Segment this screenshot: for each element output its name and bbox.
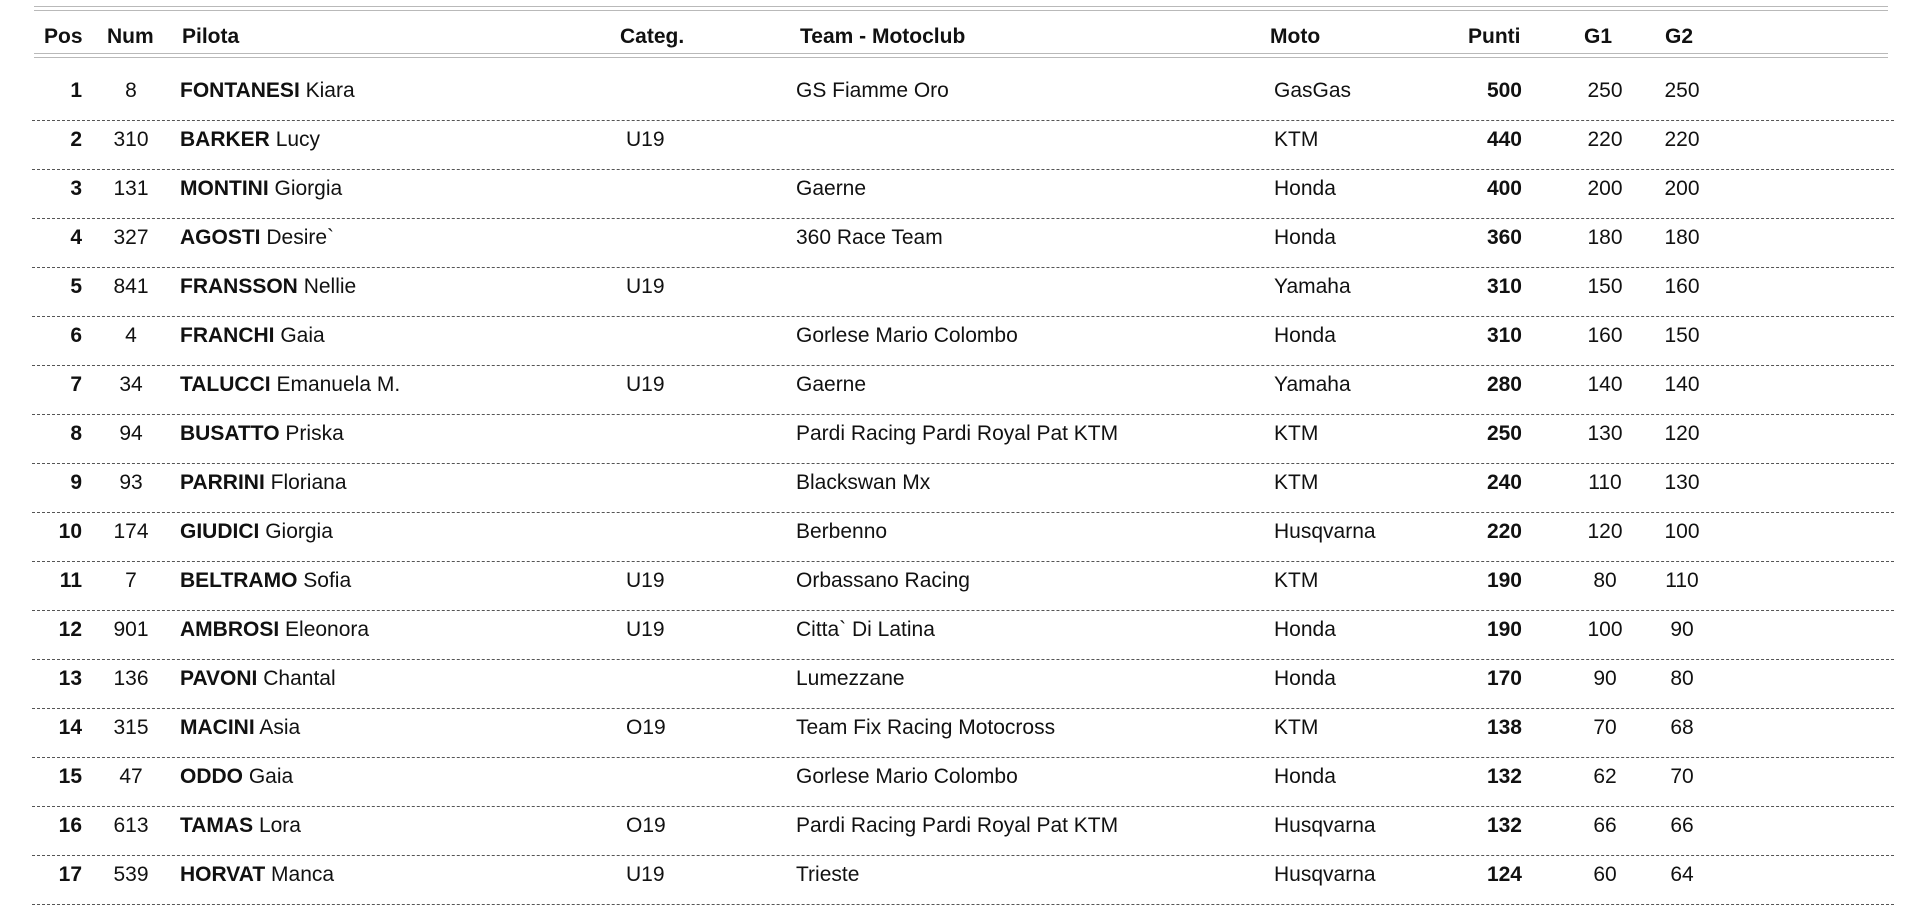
table-row <box>0 72 1920 121</box>
row-g1: 150 <box>1587 275 1623 298</box>
row-team: Berbenno <box>796 520 888 543</box>
row-pilota <box>180 813 301 839</box>
table-row <box>0 317 1920 366</box>
row-num: 131 <box>113 177 149 200</box>
table-row <box>0 709 1920 758</box>
table-row <box>0 513 1920 562</box>
top-divider <box>34 6 1888 7</box>
row-pilota <box>180 470 347 496</box>
rider-firstname: Eleonora <box>285 618 370 641</box>
row-num: 8 <box>125 79 137 102</box>
row-punti: 250 <box>1486 422 1522 445</box>
row-g1: 220 <box>1587 128 1623 151</box>
row-g2: 120 <box>1664 422 1700 445</box>
row-punti: 132 <box>1486 765 1522 788</box>
rider-surname: MACINI <box>180 716 255 739</box>
row-team: Gaerne <box>796 373 867 396</box>
row-pilota <box>180 176 342 202</box>
table-row <box>0 856 1920 905</box>
row-moto: Husqvarna <box>1274 863 1376 886</box>
row-team: Team Fix Racing Motocross <box>796 716 1056 739</box>
rider-surname: GIUDICI <box>180 520 260 543</box>
rider-firstname: Giorgia <box>274 177 343 200</box>
rider-surname: AGOSTI <box>180 226 261 249</box>
row-g2: 180 <box>1664 226 1700 249</box>
row-g2: 90 <box>1670 618 1694 641</box>
row-punti: 220 <box>1486 520 1522 543</box>
header-g1: G1 <box>1584 25 1613 48</box>
header-categ: Categ. <box>620 25 685 48</box>
row-categ: U19 <box>626 275 665 298</box>
row-g1: 62 <box>1593 765 1617 788</box>
row-team: Trieste <box>796 863 860 886</box>
row-pos: 14 <box>58 716 82 739</box>
row-moto: Honda <box>1274 618 1336 641</box>
row-g2: 66 <box>1670 814 1694 837</box>
header-pos: Pos <box>44 25 83 48</box>
row-team: Orbassano Racing <box>796 569 970 592</box>
row-pos: 11 <box>59 569 82 592</box>
row-team: 360 Race Team <box>796 226 943 249</box>
row-pos: 3 <box>70 177 82 200</box>
row-g1: 100 <box>1587 618 1623 641</box>
row-num: 315 <box>113 716 149 739</box>
row-pilota <box>180 519 333 545</box>
rider-surname: FRANCHI <box>180 324 275 347</box>
row-categ: O19 <box>626 716 666 739</box>
table-row <box>0 464 1920 513</box>
table-row <box>0 121 1920 170</box>
table-row <box>0 268 1920 317</box>
row-g1: 180 <box>1587 226 1623 249</box>
rider-firstname: Gaia <box>280 324 325 347</box>
row-team: Pardi Racing Pardi Royal Pat KTM <box>796 814 1119 837</box>
row-g1: 160 <box>1587 324 1623 347</box>
row-punti: 360 <box>1486 226 1522 249</box>
row-pilota <box>180 323 325 349</box>
table-row <box>0 366 1920 415</box>
row-num: 901 <box>113 618 149 641</box>
row-pilota <box>180 421 344 447</box>
row-pilota <box>180 274 356 300</box>
rider-firstname: Lucy <box>275 128 321 151</box>
rider-surname: AMBROSI <box>180 618 280 641</box>
row-num: 47 <box>119 765 143 788</box>
row-team: GS Fiamme Oro <box>796 79 949 102</box>
rider-surname: PARRINI <box>180 471 265 494</box>
rider-firstname: Desire` <box>266 226 335 249</box>
table-row <box>0 807 1920 856</box>
header-moto: Moto <box>1270 25 1321 48</box>
header-divider <box>34 53 1888 54</box>
row-pilota <box>180 225 334 251</box>
row-pos: 1 <box>70 79 82 102</box>
row-g2: 80 <box>1670 667 1694 690</box>
row-team: Citta` Di Latina <box>796 618 935 641</box>
row-moto: KTM <box>1274 716 1319 739</box>
row-moto: Yamaha <box>1274 373 1351 396</box>
row-g2: 200 <box>1664 177 1700 200</box>
row-punti: 310 <box>1486 275 1522 298</box>
row-team: Gorlese Mario Colombo <box>796 324 1018 347</box>
rider-firstname: Kiara <box>305 79 355 102</box>
rider-firstname: Priska <box>285 422 344 445</box>
rider-firstname: Manca <box>271 863 335 886</box>
rider-surname: HORVAT <box>180 863 266 886</box>
rider-surname: ODDO <box>180 765 243 788</box>
table-row <box>0 562 1920 611</box>
row-team: Gorlese Mario Colombo <box>796 765 1018 788</box>
row-g2: 70 <box>1670 765 1694 788</box>
table-header <box>0 22 1920 52</box>
rider-firstname: Nellie <box>303 275 357 298</box>
row-moto: KTM <box>1274 128 1319 151</box>
row-g1: 70 <box>1593 716 1617 739</box>
row-moto: Honda <box>1274 177 1336 200</box>
row-punti: 240 <box>1486 471 1522 494</box>
table-row <box>0 170 1920 219</box>
row-categ: U19 <box>626 373 665 396</box>
row-num: 4 <box>125 324 137 347</box>
row-pilota <box>180 666 336 692</box>
row-g1: 66 <box>1593 814 1617 837</box>
header-punti: Punti <box>1468 25 1521 48</box>
row-pos: 17 <box>58 863 82 886</box>
table-row <box>0 758 1920 807</box>
row-g2: 68 <box>1670 716 1694 739</box>
header-num: Num <box>107 25 154 48</box>
row-g2: 130 <box>1664 471 1700 494</box>
rider-surname: TALUCCI <box>180 373 271 396</box>
row-g2: 220 <box>1664 128 1700 151</box>
row-g1: 200 <box>1587 177 1623 200</box>
row-g1: 140 <box>1587 373 1623 396</box>
row-punti: 440 <box>1486 128 1522 151</box>
header-pilota: Pilota <box>182 25 240 48</box>
row-punti: 190 <box>1486 569 1522 592</box>
rider-firstname: Gaia <box>248 765 294 788</box>
row-pos: 4 <box>70 226 82 249</box>
row-g1: 130 <box>1587 422 1623 445</box>
row-punti: 124 <box>1486 863 1522 886</box>
rider-surname: FONTANESI <box>180 79 300 102</box>
row-pos: 7 <box>70 373 82 396</box>
row-team: Blackswan Mx <box>796 471 931 494</box>
row-punti: 310 <box>1486 324 1522 347</box>
rider-surname: MONTINI <box>180 177 269 200</box>
row-categ: U19 <box>626 618 665 641</box>
row-categ: O19 <box>626 814 666 837</box>
row-num: 34 <box>119 373 143 396</box>
rider-surname: BELTRAMO <box>180 569 298 592</box>
row-g1: 110 <box>1588 471 1622 494</box>
rider-firstname: Asia <box>259 716 301 739</box>
row-pilota <box>180 764 293 790</box>
row-num: 94 <box>119 422 143 445</box>
row-moto: KTM <box>1274 569 1319 592</box>
table-row <box>0 415 1920 464</box>
top-divider-secondary <box>34 10 1888 11</box>
row-pos: 9 <box>70 471 82 494</box>
row-categ: U19 <box>626 863 665 886</box>
row-pos: 16 <box>58 814 82 837</box>
row-moto: KTM <box>1274 471 1319 494</box>
row-num: 93 <box>119 471 143 494</box>
row-g2: 100 <box>1664 520 1700 543</box>
row-num: 7 <box>125 569 137 592</box>
row-g2: 64 <box>1670 863 1694 886</box>
rider-firstname: Lora <box>258 814 301 837</box>
rider-surname: BUSATTO <box>180 422 280 445</box>
row-moto: Honda <box>1274 324 1336 347</box>
row-pilota <box>180 127 320 153</box>
row-num: 539 <box>113 863 149 886</box>
row-categ: U19 <box>626 569 665 592</box>
row-g2: 140 <box>1664 373 1700 396</box>
row-punti: 138 <box>1486 716 1522 739</box>
row-num: 310 <box>113 128 149 151</box>
row-g2: 110 <box>1665 569 1699 592</box>
row-pos: 15 <box>58 765 82 788</box>
header-g2: G2 <box>1665 25 1694 48</box>
row-categ: U19 <box>626 128 665 151</box>
row-g1: 80 <box>1593 569 1617 592</box>
row-g2: 160 <box>1664 275 1700 298</box>
row-num: 136 <box>113 667 149 690</box>
rider-firstname: Emanuela M. <box>276 373 401 396</box>
row-g2: 150 <box>1664 324 1700 347</box>
row-pos: 8 <box>70 422 82 445</box>
row-num: 613 <box>113 814 149 837</box>
row-moto: Honda <box>1274 667 1336 690</box>
table-row <box>0 219 1920 268</box>
row-moto: Husqvarna <box>1274 814 1376 837</box>
row-punti: 400 <box>1486 177 1522 200</box>
row-moto: Honda <box>1274 765 1336 788</box>
row-punti: 170 <box>1486 667 1522 690</box>
row-num: 841 <box>113 275 149 298</box>
row-pilota <box>180 862 334 888</box>
header-team: Team - Motoclub <box>800 25 966 48</box>
row-moto: Honda <box>1274 226 1336 249</box>
row-g1: 120 <box>1587 520 1623 543</box>
row-pos: 2 <box>70 128 82 151</box>
row-punti: 500 <box>1486 79 1522 102</box>
row-pos: 10 <box>58 520 82 543</box>
rider-surname: TAMAS <box>180 814 254 837</box>
row-moto: GasGas <box>1274 79 1352 102</box>
row-g2: 250 <box>1664 79 1700 102</box>
row-moto: KTM <box>1274 422 1319 445</box>
row-punti: 132 <box>1486 814 1522 837</box>
row-team: Lumezzane <box>796 667 905 690</box>
row-pos: 12 <box>58 618 82 641</box>
row-pilota <box>180 715 300 741</box>
row-pos: 13 <box>58 667 82 690</box>
row-num: 327 <box>113 226 149 249</box>
row-punti: 190 <box>1486 618 1522 641</box>
table-row <box>0 660 1920 709</box>
row-pos: 5 <box>70 275 82 298</box>
row-punti: 280 <box>1486 373 1522 396</box>
row-moto: Husqvarna <box>1274 520 1376 543</box>
rider-firstname: Giorgia <box>265 520 333 543</box>
row-pilota <box>180 568 351 594</box>
rider-surname: BARKER <box>180 128 270 151</box>
rider-firstname: Chantal <box>263 667 336 690</box>
row-team: Pardi Racing Pardi Royal Pat KTM <box>796 422 1119 445</box>
rider-surname: FRANSSON <box>180 275 298 298</box>
row-g1: 90 <box>1593 667 1617 690</box>
table-row <box>0 611 1920 660</box>
row-moto: Yamaha <box>1274 275 1351 298</box>
row-team: Gaerne <box>796 177 867 200</box>
row-pilota <box>180 617 369 643</box>
row-g1: 250 <box>1587 79 1623 102</box>
header-divider-secondary <box>34 57 1888 58</box>
row-pilota <box>180 372 400 398</box>
row-num: 174 <box>113 520 149 543</box>
row-pilota <box>180 78 355 104</box>
rider-surname: PAVONI <box>180 667 258 690</box>
rider-firstname: Sofia <box>303 569 352 592</box>
row-pos: 6 <box>70 324 82 347</box>
rider-firstname: Floriana <box>270 471 347 494</box>
row-g1: 60 <box>1593 863 1617 886</box>
